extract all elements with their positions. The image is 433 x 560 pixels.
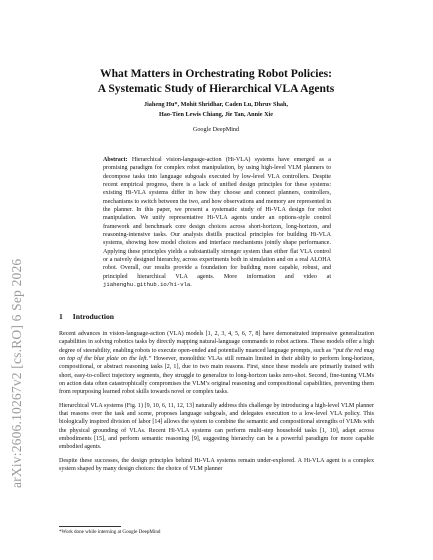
title-line-2: A Systematic Study of Hierarchical VLA Agents — [97, 82, 335, 95]
abstract — [103, 156, 331, 290]
title-line-1: What Matters in Orchestrating Robot Policies: — [100, 67, 332, 80]
section-number: 1 — [59, 312, 63, 321]
abstract-tail: . — [190, 282, 192, 289]
affiliation: Google DeepMind — [192, 126, 240, 133]
abstract-text: Hierarchical vision-language-action (Hi-VLA) systems have emerged as a promising paradigm for complex robot manipulation, by using high-level VLM planners to decompose tasks into language subgoals executed by low-level VLA controllers. Despite recent empirical progress, there is a lack of unified design principles for these systems: existing Hi-VLA systems differ in how they choose and connect planners, controllers, mechanisms to switch between the two, and how observations and memory are represented in the planner. In this paper, we present a systematic study of Hi-VLA design for robot manipulation. We unify representative Hi-VLA agents under an options-style control framework and benchmark core design choices across short-horizon, long-horizon, and reasoning-intensive tasks. Our analysis distills practical principles for building Hi-VLA systems, showing how model choices and interface mechanisms jointly shape performance. Applying these principles yields a substantially stronger system than either flat VLA control or a naively designed hierarchy, across experiments both in simulation and on a real ALOHA robot. Overall, our results provide a foundation for building more capable, robust, and principled hierarchical VLA agents. More information and video at — [103, 157, 331, 280]
paper-title — [60, 66, 372, 96]
project-url-link[interactable]: jiahenghu.github.io/hi-vla — [103, 281, 191, 289]
intro-p1-quote: “put the red mug on top of the blue plate on the left.” — [59, 347, 374, 363]
introduction-body — [59, 330, 374, 479]
intro-p1-text: Recent advances in vision-language-action (VLA) models [1, 2, 3, 4, 5, 6, 7, 8] have demonstrated impressive generalization capabilities in solving robotics tasks by directly mapping natural-language commands to robot actions. These models offer a high degree of steerability, enabling robots to execute open-ended and potentially nuanced language prompts, such as — [59, 331, 374, 354]
section-title: Introduction — [72, 312, 115, 321]
arxiv-identifier-stamp: arXiv:2606.10267v2 [cs.RO] 6 Sep 2026 — [9, 258, 24, 488]
abstract-label: Abstract: — [103, 157, 128, 163]
footnote: *Work done while interning at Google DeepMind — [59, 529, 161, 535]
intro-p1-rest: However, monolithic VLAs still remain limited in their ability to perform long-horizon, compositional, or abstract reasoning tasks [2, 1], due to two main reasons. First, since these models are primarily trained with short, easy-to-collect trajectory segments, they struggle to generalize to long-horizon tasks zero-shot. Second, fine-tuning VLMs on action data often catastrophically compromises the VLM’s original reasoning and compositional capabilities, preventing them from repurposing learned robot skills towards novel or complex tasks. — [59, 356, 374, 396]
intro-paragraph-2: Hierarchical VLA systems (Fig. 1) [9, 10, 6, 11, 12, 13] naturally address this challenge by introducing a high-level VLM planner that reasons over the task and scene, proposes language subgoals, and delegates execution to a low-level VLA policy. This biologically inspired division of labor [14] allows the system to combine the semantic and compositional strengths of VLMs with the physical grounding of VLAs. Recent Hi-VLA systems can perform multi-step household tasks [1, 10], adapt across embodiments [15], and perform semantic reasoning [9], suggesting hierarchy can be a powerful paradigm for more capable embodied agents. — [59, 402, 374, 451]
authors-line-2: Hao-Tien Lewis Chiang, Jie Tan, Annie Xie — [158, 111, 274, 118]
footnote-divider — [59, 526, 121, 527]
section-heading-introduction — [59, 312, 114, 321]
intro-paragraph-3: Despite these successes, the design principles behind Hi-VLA systems remain under-explored. A Hi-VLA agent is a complex system shaped by many design choices: the choice of VLM planner — [59, 457, 374, 473]
authors-line-1: Jiaheng Hu*, Mohit Shridhar, Caden Lu, Dhruv Shah, — [143, 101, 288, 108]
author-list — [60, 100, 372, 120]
intro-paragraph-1 — [59, 330, 374, 397]
